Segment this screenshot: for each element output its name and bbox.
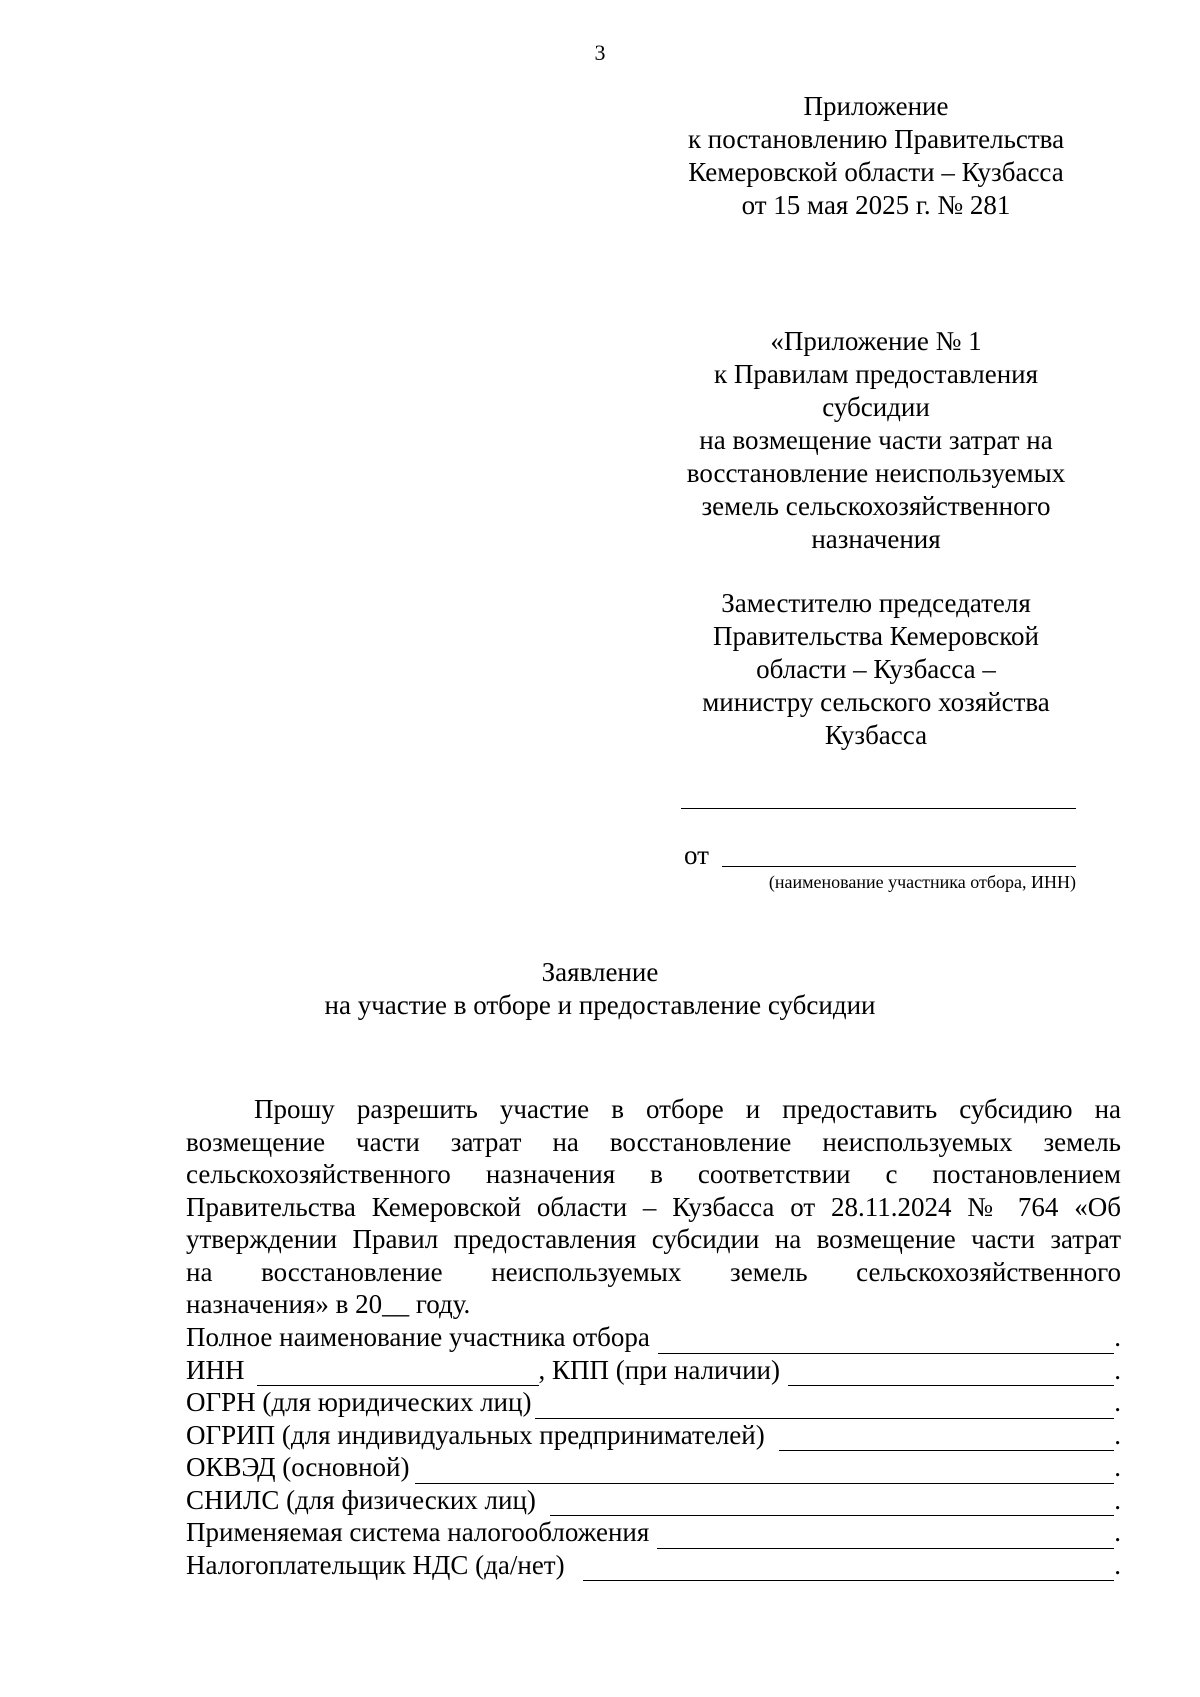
from-hint: (наименование участника отбора, ИНН) — [768, 872, 1076, 892]
addressee-blank-line[interactable] — [681, 808, 1076, 809]
rules-appendix — [664, 325, 1088, 556]
field-terminator: . — [1114, 1517, 1121, 1547]
field-terminator: . — [1114, 1484, 1121, 1515]
field-ogrip — [186, 1419, 1121, 1452]
addressee-line: министру сельского хозяйства — [702, 687, 1050, 717]
inn-input[interactable] — [257, 1361, 539, 1386]
rules-appendix-line: на возмещение части затрат на — [699, 425, 1053, 455]
rules-appendix-line: назначения — [811, 524, 941, 554]
field-label: , КПП (при наличии) — [538, 1354, 780, 1385]
body-paragraph — [186, 1093, 1121, 1321]
page-number: 3 — [594, 40, 606, 65]
kpp-input[interactable] — [788, 1361, 1114, 1386]
field-terminator: . — [1114, 1452, 1121, 1482]
addressee-line: Правительства Кемеровской — [713, 621, 1039, 651]
addressee-line: Кузбасса — [824, 720, 928, 750]
body-line: утверждении Правил предоставления субсидии на возмещение части затрат — [186, 1224, 1121, 1254]
field-terminator: . — [1114, 1419, 1121, 1450]
body-line: Правительства Кемеровской области – Кузбасса от 28.11.2024 № 764 «Об — [186, 1191, 1121, 1222]
field-label: ОГРН (для юридических лиц) — [186, 1387, 532, 1417]
field-terminator: . — [1114, 1322, 1121, 1352]
snils-input[interactable] — [550, 1491, 1114, 1516]
appendix-header-line: Приложение — [803, 91, 949, 121]
field-terminator: . — [1114, 1549, 1121, 1580]
field-label: Полное наименование участника отбора — [186, 1322, 650, 1352]
field-label: ИНН — [186, 1354, 245, 1385]
from-blank-line[interactable] — [722, 866, 1076, 867]
body-line: сельскохозяйственного назначения в соответствии с постановлением — [186, 1159, 1121, 1189]
okved-input[interactable] — [415, 1459, 1114, 1484]
body-line: на восстановление неиспользуемых земель сельскохозяйственного — [186, 1256, 1121, 1287]
title-line-1: Заявление — [541, 957, 659, 987]
field-label: СНИЛС (для физических лиц) — [186, 1484, 536, 1515]
addressee-line: Заместителю председателя — [721, 588, 1031, 618]
field-ogrn — [186, 1386, 1121, 1419]
field-tax-system — [186, 1516, 1121, 1549]
full-name-input[interactable] — [658, 1329, 1114, 1354]
addressee-line: области – Кузбасса – — [756, 654, 996, 684]
rules-appendix-line: восстановление неиспользуемых — [686, 458, 1066, 488]
document-title — [0, 956, 1200, 1022]
rules-appendix-line: субсидии — [822, 392, 930, 422]
field-okved — [186, 1451, 1121, 1484]
appendix-header-line: от 15 мая 2025 г. № 281 — [741, 190, 1011, 220]
vat-payer-input[interactable] — [583, 1556, 1115, 1581]
body-line: Прошу разрешить участие в отборе и предоставить субсидию на — [254, 1094, 1121, 1124]
addressee — [664, 587, 1088, 752]
rules-appendix-line: земель сельскохозяйственного — [701, 491, 1051, 521]
field-terminator: . — [1114, 1387, 1121, 1417]
tax-system-input[interactable] — [657, 1524, 1114, 1549]
appendix-header — [664, 90, 1088, 222]
rules-appendix-line: к Правилам предоставления — [713, 359, 1039, 389]
field-label: Применяемая система налогообложения — [186, 1517, 650, 1547]
title-line-2: на участие в отборе и предоставление субсидии — [324, 990, 876, 1020]
appendix-header-line: к постановлению Правительства — [687, 124, 1065, 154]
field-snils — [186, 1484, 1121, 1517]
rules-appendix-line: «Приложение № 1 — [770, 326, 982, 356]
field-label: Налогоплательщик НДС (да/нет) — [186, 1549, 565, 1580]
field-terminator: . — [1114, 1354, 1121, 1385]
body-line: назначения» в 20__ году. — [186, 1289, 471, 1319]
ogrn-input[interactable] — [535, 1394, 1114, 1419]
field-inn-kpp — [186, 1354, 1121, 1387]
field-label: ОГРИП (для индивидуальных предпринимателей) — [186, 1419, 765, 1450]
field-label: ОКВЭД (основной) — [186, 1452, 410, 1482]
appendix-header-line: Кемеровской области – Кузбасса — [688, 157, 1064, 187]
field-vat-payer — [186, 1549, 1121, 1582]
field-full-name — [186, 1321, 1121, 1354]
from-prefix: от — [684, 840, 709, 870]
body-line: возмещение части затрат на восстановление неиспользуемых земель — [186, 1126, 1121, 1157]
ogrip-input[interactable] — [779, 1426, 1115, 1451]
